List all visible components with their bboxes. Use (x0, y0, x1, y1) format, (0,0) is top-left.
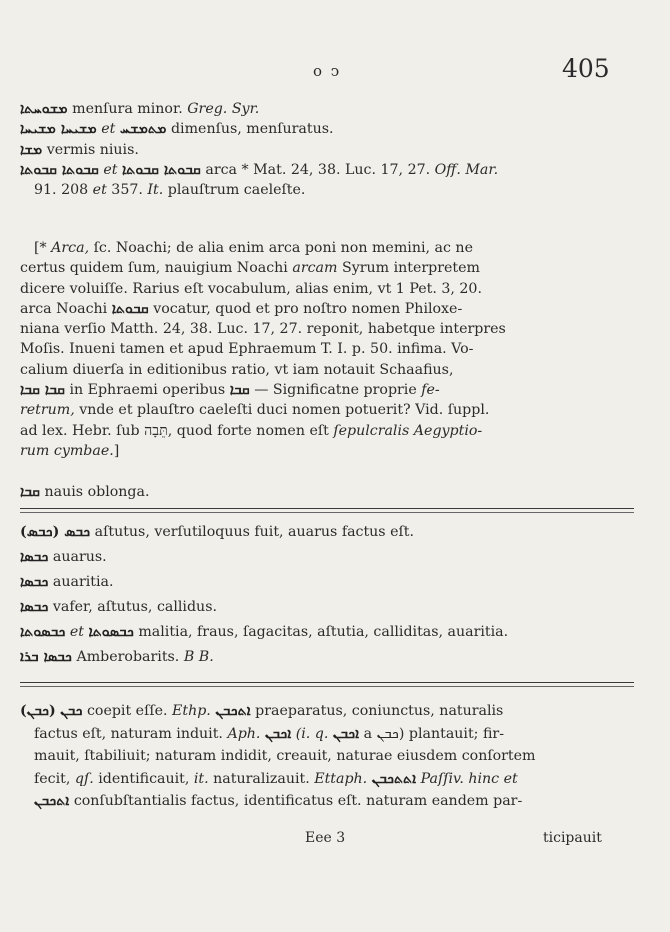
entry-line: ܡܫܝܚܐ ܡܫܝܚܐ et ܡܬܡܫܚ dimenſus, menſuratus. (20, 121, 334, 138)
entry-block-1-end (20, 482, 632, 502)
entry-line: 91. 208 et 357. It. plauſtrum caeleſte. (34, 182, 306, 199)
entry-line: ܟܒܣܐ vafer, aſtutus, callidus. (20, 599, 217, 615)
note-line: retrum, vnde et plauſtro caeleſti duci nomen potuerit? Vid. ſuppl. (20, 402, 490, 419)
footnote-block (20, 238, 632, 461)
note-line: rum cymbae.] (20, 442, 120, 459)
page-header (0, 54, 670, 90)
section-divider (20, 512, 634, 513)
note-line: arca Noachi ܩܒܘܬܐ vocatur, quod et pro noſtro nomen Philoxe- (20, 300, 463, 317)
note-line: [* Arca, ſc. Noachi; de alia enim arca poni non memini, ac ne (34, 240, 473, 256)
entry-line: fecit, qſ. identificauit, it. naturalizauit. Ettaph. ܐܬܬܟܒܢ Paſſiv. hinc et (34, 770, 518, 787)
section-divider (20, 682, 634, 683)
note-line: calium diuerſa in editionibus ratio, vt iam notauit Schaafius, (20, 361, 454, 378)
entry-line: ܟܒܣܐ auaritia. (20, 574, 114, 590)
note-line: dicere voluiſſe. Rarius eſt vocabulum, alias enim, vt 1 Pet. 3, 20. (20, 280, 482, 297)
note-line: niana verſio Matth. 24, 38. Luc. 17, 27. reponit, habetque interpres (20, 321, 506, 338)
note-line: Moſis. Inueni tamen et apud Ephraemum T. I. p. 50. infima. Vo- (20, 341, 474, 358)
note-line: ad lex. Hebr. ſub תֵּבָה, quod forte nomen eſt ſepulcralis Aegyptio- (20, 422, 483, 439)
page-number: 405 (562, 54, 610, 83)
signature-mark: Eee 3 (305, 830, 346, 846)
note-line: ܩܒܐ ܩܒܐ in Ephraemi operibus ܩܒܐ — Significatne proprie fe- (20, 382, 440, 399)
catchword: ticipauit (543, 830, 602, 846)
section-divider (20, 508, 634, 509)
entry-line: ܩܒܐ nauis oblonga. (20, 484, 150, 500)
entry-line: (ܟܒܢ) ܟܒܢ coepit eſſe. Ethp. ܐܬܟܒܢ praeparatus, coniunctus, naturalis (20, 703, 504, 719)
header-ornament: ο ↄ (313, 62, 342, 80)
entry-line: (ܟܒܣ) ܟܒܣ aſtutus, verſutiloquus fuit, auarus factus eſt. (20, 524, 414, 540)
entry-block-3 (20, 700, 632, 813)
entry-line: ܟܒܣܐ ܒܪܐ Amberobarits. B B. (20, 649, 214, 665)
entry-line: ܡܫܘܚܬܐ menſura minor. Greg. Syr. (20, 101, 260, 117)
entry-line: ܩܒܘܬܐ ܩܒܘܬܐ et ܩܒܘܬܐ ܩܒܘܬܐ arca * Mat. 24, 38. Luc. 17, 27. Off. Mar. (20, 161, 499, 178)
entry-block-2 (20, 520, 632, 670)
entry-line: ܟܒܣܐ auarus. (20, 549, 107, 565)
entry-line: ܐܬܟܒܢ conſubſtantialis factus, identificatus eſt. naturam eandem par- (34, 793, 523, 809)
entry-line: ܡܫܐ vermis niuis. (20, 141, 139, 158)
note-line: certus quidem ſum, nauigium Noachi arcam Syrum interpretem (20, 260, 480, 277)
entry-line: factus eſt, naturam induit. Aph. ܐܟܒܢ (i. q. ܐܟܒܢ a ܟܒܢ) plantauit; fir- (34, 725, 504, 742)
entry-line: mauit, ſtabiliuit; naturam indidit, creauit, naturae eiusdem conſortem (34, 748, 536, 764)
entry-block-1 (20, 99, 632, 200)
entry-line: ܟܒܣܘܬܐ et ܟܒܣܘܬܐ malitia, fraus, ſagacitas, aſtutia, calliditas, auaritia. (20, 624, 509, 640)
section-divider (20, 686, 634, 687)
